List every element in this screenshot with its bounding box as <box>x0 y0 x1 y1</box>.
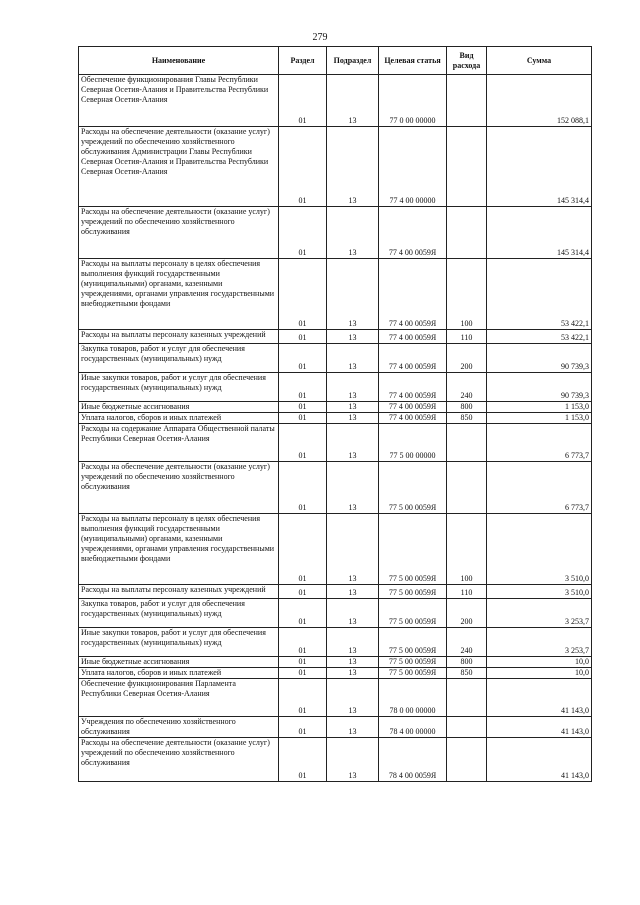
row-subsection-cell: 13 <box>327 373 379 402</box>
row-name-cell: Расходы на обеспечение деятельности (оказание услуг) учреждений по обеспечению хозяйственного обслуживания <box>79 207 279 259</box>
row-type-cell <box>447 679 487 717</box>
page-number: 279 <box>312 32 328 43</box>
row-name-cell: Расходы на обеспечение деятельности (оказание услуг) учреждений по обеспечению хозяйственного обслуживания <box>79 738 279 782</box>
row-section-cell: 01 <box>279 75 327 127</box>
row-type-cell: 200 <box>447 344 487 373</box>
row-subsection-cell: 13 <box>327 585 379 599</box>
table-row <box>79 75 592 127</box>
row-amount-cell: 145 314,4 <box>487 127 592 207</box>
column-header-target: Целевая статья <box>379 47 447 75</box>
table-row <box>79 424 592 462</box>
column-header-type: Вид расхода <box>447 47 487 75</box>
row-name-cell: Расходы на выплаты персоналу в целях обеспечения выполнения функций государственными (муниципальными) органами, казенными учреждениями, органами управления государственными внебюджетными фондами <box>79 259 279 330</box>
column-header-section: Раздел <box>279 47 327 75</box>
row-subsection-cell: 13 <box>327 127 379 207</box>
table-row <box>79 628 592 657</box>
table-row <box>79 657 592 668</box>
row-name-cell: Уплата налогов, сборов и иных платежей <box>79 668 279 679</box>
table-row <box>79 599 592 628</box>
column-header-name: Наименование <box>79 47 279 75</box>
row-section-cell: 01 <box>279 679 327 717</box>
row-section-cell: 01 <box>279 628 327 657</box>
table-row <box>79 514 592 585</box>
row-target-cell: 77 5 00 0059Я <box>379 514 447 585</box>
row-type-cell <box>447 738 487 782</box>
row-amount-cell: 3 253,7 <box>487 628 592 657</box>
row-type-cell <box>447 424 487 462</box>
row-name-cell: Закупка товаров, работ и услуг для обеспечения государственных (муниципальных) нужд <box>79 599 279 628</box>
row-name-cell: Обеспечение функционирования Главы Республики Северная Осетия-Алания и Правительства Республики Северная Осетия-Алания <box>79 75 279 127</box>
row-amount-cell: 53 422,1 <box>487 330 592 344</box>
row-subsection-cell: 13 <box>327 657 379 668</box>
row-target-cell: 77 0 00 00000 <box>379 75 447 127</box>
row-amount-cell: 145 314,4 <box>487 207 592 259</box>
row-target-cell: 77 5 00 0059Я <box>379 668 447 679</box>
row-target-cell: 77 4 00 0059Я <box>379 207 447 259</box>
row-type-cell: 110 <box>447 330 487 344</box>
row-section-cell: 01 <box>279 413 327 424</box>
row-subsection-cell: 13 <box>327 668 379 679</box>
row-amount-cell: 10,0 <box>487 668 592 679</box>
row-target-cell: 77 4 00 00000 <box>379 127 447 207</box>
row-amount-cell: 1 153,0 <box>487 413 592 424</box>
row-subsection-cell: 13 <box>327 402 379 413</box>
row-type-cell: 100 <box>447 259 487 330</box>
row-name-cell: Иные закупки товаров, работ и услуг для обеспечения государственных (муниципальных) нужд <box>79 628 279 657</box>
row-section-cell: 01 <box>279 657 327 668</box>
row-type-cell: 240 <box>447 628 487 657</box>
row-target-cell: 78 4 00 00000 <box>379 717 447 738</box>
table-row <box>79 207 592 259</box>
row-amount-cell: 3 510,0 <box>487 514 592 585</box>
row-amount-cell: 3 510,0 <box>487 585 592 599</box>
table-body <box>79 75 592 782</box>
row-name-cell: Обеспечение функционирования Парламента Республики Северная Осетия-Алания <box>79 679 279 717</box>
row-target-cell: 77 5 00 0059Я <box>379 599 447 628</box>
row-subsection-cell: 13 <box>327 259 379 330</box>
table-row <box>79 585 592 599</box>
row-type-cell: 100 <box>447 514 487 585</box>
row-subsection-cell: 13 <box>327 628 379 657</box>
row-target-cell: 77 4 00 0059Я <box>379 344 447 373</box>
row-name-cell: Расходы на обеспечение деятельности (оказание услуг) учреждений по обеспечению хозяйственного обслуживания Администрации Главы Республики Северная Осетия-Алания и Правительства Республики Северная Осетия-Алания <box>79 127 279 207</box>
row-section-cell: 01 <box>279 717 327 738</box>
row-name-cell: Расходы на обеспечение деятельности (оказание услуг) учреждений по обеспечению хозяйственного обслуживания <box>79 462 279 514</box>
row-target-cell: 77 4 00 0059Я <box>379 413 447 424</box>
table-row <box>79 717 592 738</box>
row-section-cell: 01 <box>279 462 327 514</box>
row-section-cell: 01 <box>279 599 327 628</box>
row-subsection-cell: 13 <box>327 344 379 373</box>
row-target-cell: 77 4 00 0059Я <box>379 259 447 330</box>
row-subsection-cell: 13 <box>327 599 379 628</box>
table-row <box>79 127 592 207</box>
row-amount-cell: 152 088,1 <box>487 75 592 127</box>
row-type-cell: 200 <box>447 599 487 628</box>
row-name-cell: Расходы на выплаты персоналу в целях обеспечения выполнения функций государственными (муниципальными) органами, казенными учреждениями, органами управления государственными внебюджетными фондами <box>79 514 279 585</box>
row-target-cell: 77 4 00 0059Я <box>379 373 447 402</box>
row-amount-cell: 41 143,0 <box>487 738 592 782</box>
row-name-cell: Иные закупки товаров, работ и услуг для обеспечения государственных (муниципальных) нужд <box>79 373 279 402</box>
column-header-amount: Сумма <box>487 47 592 75</box>
row-target-cell: 77 4 00 0059Я <box>379 402 447 413</box>
budget-table <box>78 46 592 782</box>
row-target-cell: 78 0 00 00000 <box>379 679 447 717</box>
row-section-cell: 01 <box>279 127 327 207</box>
row-section-cell: 01 <box>279 738 327 782</box>
row-name-cell: Уплата налогов, сборов и иных платежей <box>79 413 279 424</box>
row-section-cell: 01 <box>279 259 327 330</box>
table-row <box>79 462 592 514</box>
row-amount-cell: 1 153,0 <box>487 402 592 413</box>
row-section-cell: 01 <box>279 585 327 599</box>
row-type-cell <box>447 207 487 259</box>
row-target-cell: 78 4 00 0059Я <box>379 738 447 782</box>
row-name-cell: Иные бюджетные ассигнования <box>79 657 279 668</box>
row-section-cell: 01 <box>279 373 327 402</box>
row-target-cell: 77 5 00 0059Я <box>379 585 447 599</box>
row-target-cell: 77 5 00 0059Я <box>379 462 447 514</box>
table-row <box>79 679 592 717</box>
row-amount-cell: 6 773,7 <box>487 462 592 514</box>
row-subsection-cell: 13 <box>327 679 379 717</box>
row-amount-cell: 41 143,0 <box>487 717 592 738</box>
row-section-cell: 01 <box>279 344 327 373</box>
row-amount-cell: 90 739,3 <box>487 344 592 373</box>
table-row <box>79 344 592 373</box>
row-name-cell: Расходы на выплаты персоналу казенных учреждений <box>79 330 279 344</box>
row-section-cell: 01 <box>279 207 327 259</box>
row-type-cell: 850 <box>447 668 487 679</box>
row-subsection-cell: 13 <box>327 75 379 127</box>
row-amount-cell: 41 143,0 <box>487 679 592 717</box>
row-target-cell: 77 5 00 0059Я <box>379 628 447 657</box>
row-type-cell: 240 <box>447 373 487 402</box>
row-section-cell: 01 <box>279 424 327 462</box>
row-type-cell <box>447 127 487 207</box>
row-amount-cell: 53 422,1 <box>487 259 592 330</box>
row-subsection-cell: 13 <box>327 330 379 344</box>
row-subsection-cell: 13 <box>327 514 379 585</box>
row-subsection-cell: 13 <box>327 424 379 462</box>
row-subsection-cell: 13 <box>327 462 379 514</box>
row-subsection-cell: 13 <box>327 738 379 782</box>
row-type-cell <box>447 462 487 514</box>
row-type-cell: 800 <box>447 402 487 413</box>
row-type-cell <box>447 75 487 127</box>
table-row <box>79 413 592 424</box>
row-amount-cell: 3 253,7 <box>487 599 592 628</box>
row-section-cell: 01 <box>279 668 327 679</box>
row-section-cell: 01 <box>279 330 327 344</box>
column-header-subsection: Подраздел <box>327 47 379 75</box>
row-name-cell: Закупка товаров, работ и услуг для обеспечения государственных (муниципальных) нужд <box>79 344 279 373</box>
row-name-cell: Расходы на содержание Аппарата Общественной палаты Республики Северная Осетия-Алания <box>79 424 279 462</box>
table-row <box>79 373 592 402</box>
row-amount-cell: 90 739,3 <box>487 373 592 402</box>
row-section-cell: 01 <box>279 402 327 413</box>
row-section-cell: 01 <box>279 514 327 585</box>
row-target-cell: 77 5 00 0059Я <box>379 657 447 668</box>
row-amount-cell: 10,0 <box>487 657 592 668</box>
table-row <box>79 668 592 679</box>
row-type-cell: 110 <box>447 585 487 599</box>
row-type-cell: 850 <box>447 413 487 424</box>
row-target-cell: 77 5 00 00000 <box>379 424 447 462</box>
table-row <box>79 330 592 344</box>
table-header-row <box>79 47 592 75</box>
table-row <box>79 738 592 782</box>
table-row <box>79 259 592 330</box>
row-name-cell: Расходы на выплаты персоналу казенных учреждений <box>79 585 279 599</box>
row-name-cell: Иные бюджетные ассигнования <box>79 402 279 413</box>
row-subsection-cell: 13 <box>327 717 379 738</box>
row-subsection-cell: 13 <box>327 413 379 424</box>
row-type-cell <box>447 717 487 738</box>
row-target-cell: 77 4 00 0059Я <box>379 330 447 344</box>
table-row <box>79 402 592 413</box>
row-amount-cell: 6 773,7 <box>487 424 592 462</box>
row-subsection-cell: 13 <box>327 207 379 259</box>
row-type-cell: 800 <box>447 657 487 668</box>
row-name-cell: Учреждения по обеспечению хозяйственного обслуживания <box>79 717 279 738</box>
